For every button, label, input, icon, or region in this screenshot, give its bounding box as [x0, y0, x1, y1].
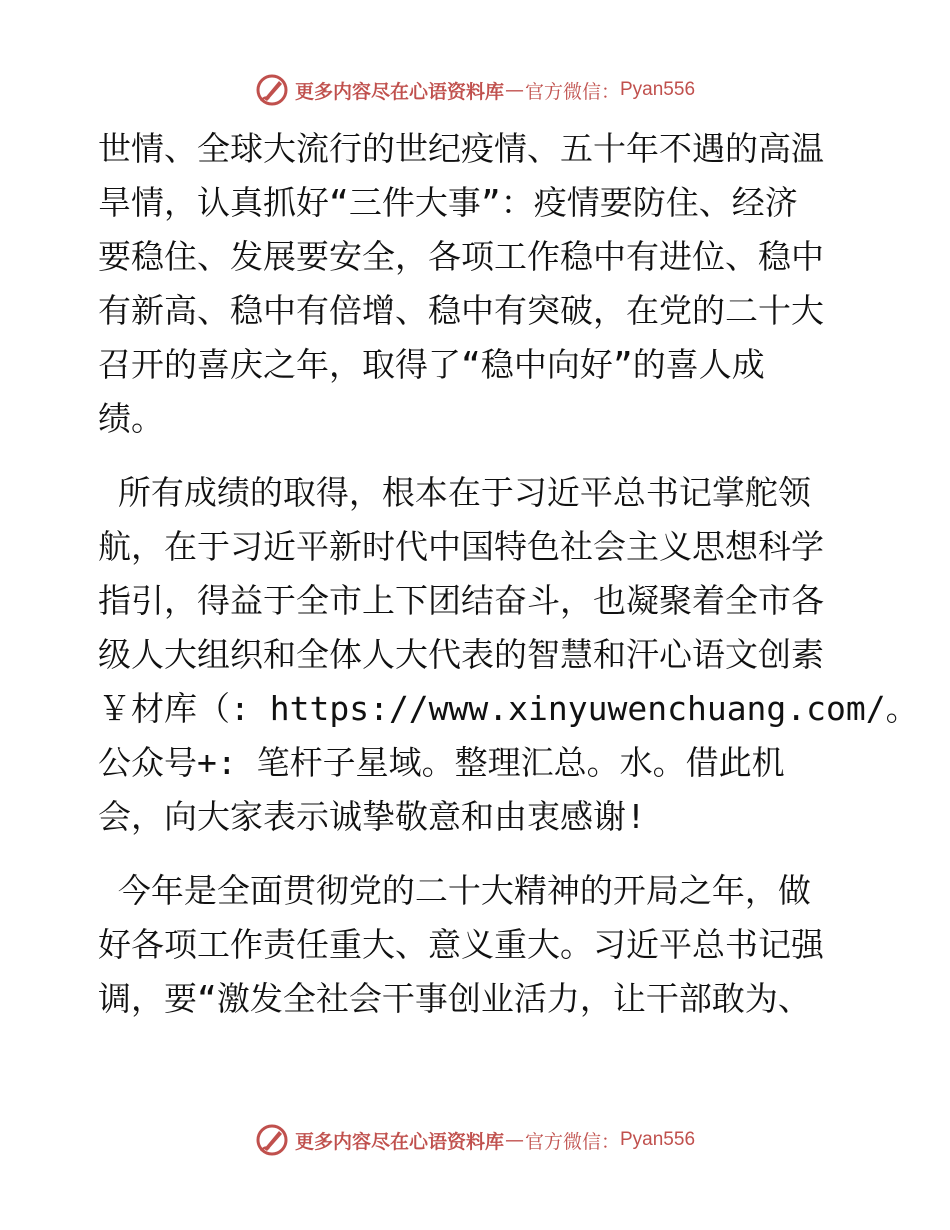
- text-line: 公众号+: 笔杆子星域。整理汇总。水。借此机: [98, 743, 785, 782]
- text-line: 有新高、稳中有倍增、稳中有突破，在党的二十大: [98, 291, 824, 330]
- paragraph-2: [98, 466, 919, 844]
- text-line: 航，在于习近平新时代中国特色社会主义思想科学: [98, 527, 824, 566]
- text-line: 指引，得益于全市上下团结奋斗，也凝聚着全市各: [98, 581, 824, 620]
- banner-dash: —: [504, 1129, 524, 1151]
- banner-wechat-label: 官方微信：: [524, 80, 620, 103]
- quill-logo-icon: [255, 1123, 289, 1157]
- text-line: 调，要“激发全社会干事创业活力，让干部敢为、: [98, 979, 811, 1018]
- document-body: [98, 122, 919, 1046]
- banner-wechat-label: 官方微信：: [524, 1130, 620, 1153]
- banner-title: 更多内容尽在心语资料库: [294, 1130, 504, 1153]
- banner-wechat-id: Pyan556: [620, 79, 696, 100]
- banner-dash: —: [504, 79, 524, 101]
- paragraph-3: [98, 864, 858, 1026]
- paragraph-1: [98, 122, 858, 446]
- text-line: 世情、全球大流行的世纪疫情、五十年不遇的高温: [98, 129, 824, 168]
- text-line: 会，向大家表示诚挚敬意和由衷感谢!: [98, 797, 646, 836]
- text-line: 今年是全面贯彻党的二十大精神的开局之年，做: [98, 871, 811, 910]
- text-line: 要稳住、发展要安全，各项工作稳中有进位、稳中: [98, 237, 824, 276]
- quill-logo-icon: [255, 73, 289, 107]
- text-line: 所有成绩的取得，根本在于习近平总书记掌舵领: [98, 473, 811, 512]
- header-banner: [0, 70, 950, 110]
- banner-wechat-id: Pyan556: [620, 1129, 696, 1150]
- text-line: 级人大组织和全体人大代表的智慧和汗心语文创素: [98, 635, 824, 674]
- text-line: 旱情，认真抓好“三件大事”：疫情要防住、经济: [98, 183, 798, 222]
- text-line: 召开的喜庆之年，取得了“稳中向好”的喜人成: [98, 345, 765, 384]
- footer-banner: [0, 1120, 950, 1160]
- text-line: 好各项工作责任重大、意义重大。习近平总书记强: [98, 925, 824, 964]
- text-line: 绩。: [98, 399, 164, 438]
- text-line: ￥材库（: https://www.xinyuwenchuang.com/。: [98, 689, 919, 728]
- banner-title: 更多内容尽在心语资料库: [294, 80, 504, 103]
